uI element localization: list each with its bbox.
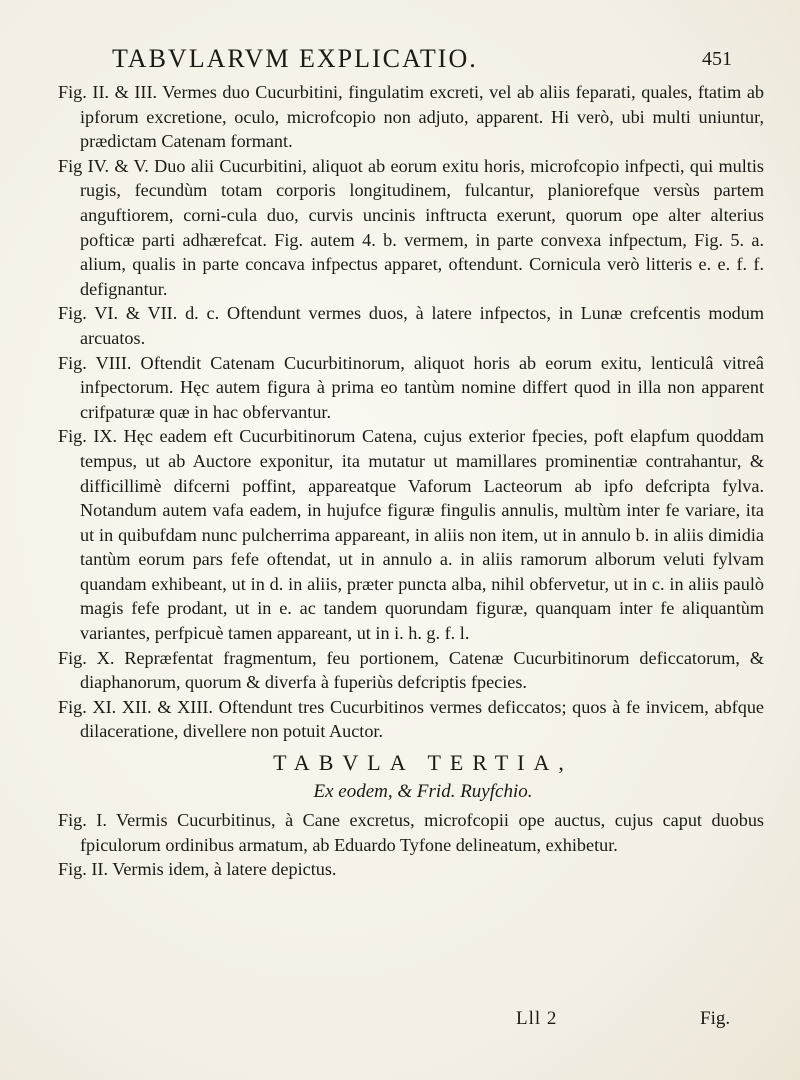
page-header: [0, 44, 800, 84]
section-subheading: Ex eodem, & Frid. Ruyfchio.: [313, 781, 533, 803]
figure-explanation-10: Fig. X. Repræfentat fragmentum, feu portionem, Catenæ Cucurbitinorum deficcatorum, & diaphanorum, quorum & diverfa à fuperiùs defcriptis fpecies.: [58, 647, 764, 693]
figure-explanation-plate3-2: Fig. II. Vermis idem, à latere depictus.: [58, 859, 337, 880]
catchword: Fig.: [700, 1008, 731, 1029]
figure-explanation-plate3-1: Fig. I. Vermis Cucurbitinus, à Cane excretus, microfcopii ope auctus, cujus caput duobus fpiculorum ordinibus armatum, ab Eduardo Tyfone delineatum, exhibetur.: [58, 810, 764, 855]
page-number: 451: [702, 48, 732, 70]
figure-explanation-9: Fig. IX. Hęc eadem eft Cucurbitinorum Catena, cujus exterior fpecies, poft elapfum quoddam tempus, ut ab Auctore exponitur, ita mutatur ut mamillares prominentiæ contrahantur, & difficillimè difcerni poffint, appareatque Vaforum Lacteorum ab ipfo defcripta fylva. Notandum autem vafa eadem, in hujufce figuræ fingulis annulis, multùm inter fe variare, ita ut in quibufdam nunc pulcherrima appareant, in aliis non item, ut in annulo b. in aliis dimidia tantùm eorum pars fefe oftendat, ut in annulo a. in aliis ramorum alborum veluti fylvam quandam exhibeant, ut in d. in aliis, præter puncta alba, nihil obfervetur, ut in c. in aliis paulò magis fefe prodant, ut in e. ac tandem quorundam figuræ, quanquam inter fe aliquantùm variantes, perfpicuè tamen appareant, ut in i. h. g. f. l.: [58, 426, 764, 644]
page-body: [58, 80, 764, 882]
page-footer: [0, 1008, 800, 1038]
section-heading: TABVLA TERTIA,: [273, 750, 573, 776]
figure-explanation-6-7: Fig. VI. & VII. d. c. Oftendunt vermes duos, à latere infpectos, in Lunæ crefcentis modum arcuatos.: [58, 303, 764, 348]
figure-explanation-4-5: Fig IV. & V. Duo alii Cucurbitini, aliquot ab eorum exitu horis, microfcopio infpecti, qui multis rugis, fecundùm totam corporis longitudinem, fulcantur, planiorefque versùs partem anguftiorem, corni-cula duo, curvis uncinis inftructa exerunt, quorum ope alter alterius pofticæ parti adhærefcat. Fig. autem 4. b. vermem, in parte convexa infpectum, Fig. 5. a. alium, qualis in parte concava infpectus apparet, oftendunt. Cornicula verò litteris e. e. f. f. defignantur.: [58, 155, 764, 299]
figure-explanation-2-3: Fig. II. & III. Vermes duo Cucurbitini, fingulatim excreti, vel ab aliis feparati, quales, ftatim ab ipforum excretione, oculo, microfcopio non adjuto, apparent. Hi verò, ubi multi uniuntur, prædictam Catenam formant.: [58, 82, 764, 152]
signature-mark: Lll 2: [516, 1008, 558, 1029]
figure-explanation-8: Fig. VIII. Oftendit Catenam Cucurbitinorum, aliquot horis ab eorum exitu, lenticulâ vitreâ infpectorum. Hęc autem figura à prima eo tantùm nomine differt quod in illa non apparent crifpaturæ quæ in hac obfervantur.: [58, 352, 764, 422]
running-title: TABVLARVM EXPLICATIO.: [112, 44, 478, 73]
figure-explanation-11-13: Fig. XI. XII. & XIII. Oftendunt tres Cucurbitinos vermes deficcatos; quos à fe invicem, abfque dilaceratione, divellere non potuit Auctor.: [58, 696, 764, 742]
